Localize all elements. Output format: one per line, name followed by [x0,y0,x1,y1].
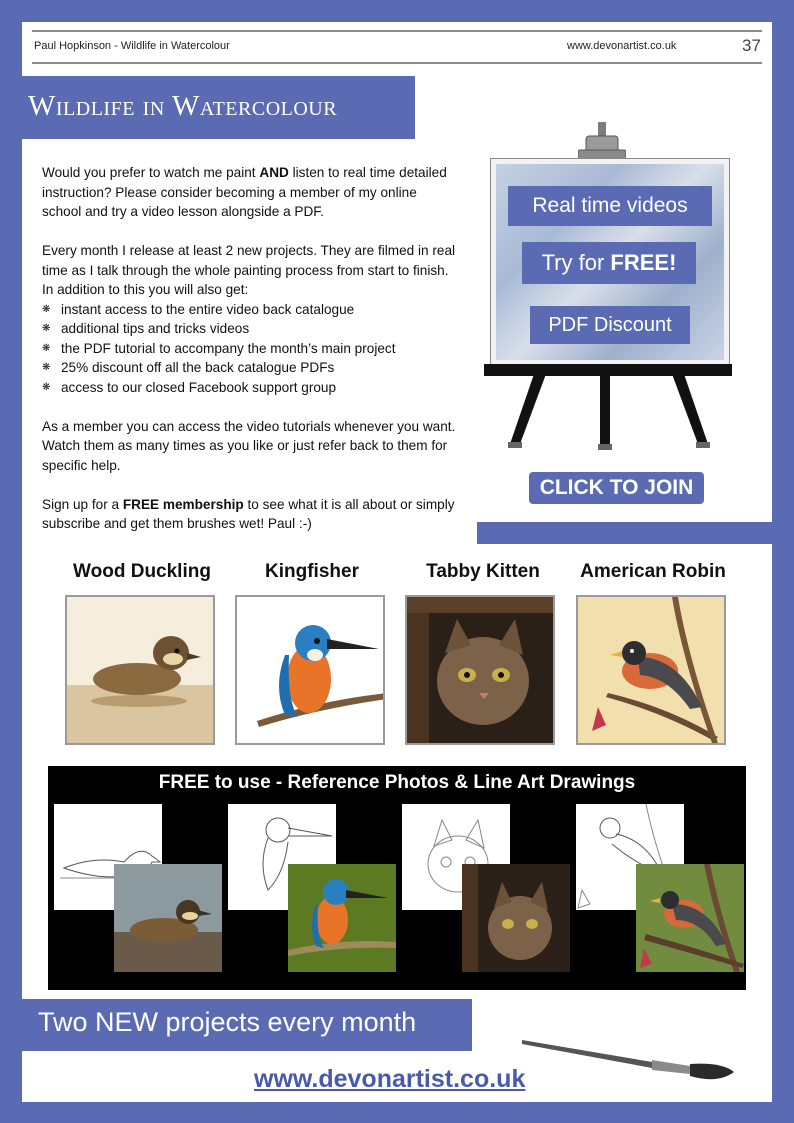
list-item: ❋ additional tips and tricks videos [42,319,457,339]
header-author-title: Paul Hopkinson - Wildlife in Watercolour [34,40,230,52]
project-label-wood-duckling: Wood Duckling [73,561,211,582]
bullet-icon: ❋ [42,342,51,354]
footer-tagline: Two NEW projects every month [38,1007,417,1037]
real-time-videos-button[interactable]: Real time videos [508,186,712,226]
paintbrush-icon [522,1032,736,1088]
list-item: ❋ instant access to the entire video back catalogue [42,300,457,320]
duckling-image [67,597,213,743]
free-panel-title: FREE to use - Reference Photos & Line Art Drawings [158,772,636,793]
intro-paragraph-2: Every month I release at least 2 new projects. They are filmed in real time as I talk through the whole painting process from start to finish. In addition to this you will also get: [42,243,456,297]
kingfisher-painting[interactable] [235,595,385,745]
footer-url-link[interactable]: www.devonartist.co.uk [254,1065,526,1093]
intro-paragraph-3: As a member you can access the video tutorials whenever you want. Watch them as many times as you like or just refer back to them for specific help. [42,418,456,473]
project-label-kingfisher: Kingfisher [265,561,359,582]
header-url[interactable]: www.devonartist.co.uk [567,40,677,52]
tabby-kitten-painting[interactable] [405,595,555,745]
list-item: ❋ access to our closed Facebook support group [42,378,457,398]
benefits-list [42,300,457,398]
robin-image [578,597,724,743]
free-reference-panel [48,766,746,990]
page [22,22,772,1102]
american-robin-painting[interactable] [576,595,726,745]
project-label-tabby-kitten: Tabby Kitten [426,561,540,582]
intro-paragraph-1: Would you prefer to watch me paint AND listen to real time detailed instruction? Please consider becoming a member of my online school and try a video lesson alongside a PDF. [42,165,447,219]
header-rule-bottom [32,62,762,64]
kingfisher-image [237,597,383,743]
bullet-icon: ❋ [42,323,51,334]
bullet-icon: ❋ [42,362,51,373]
project-label-american-robin: American Robin [580,561,726,582]
page-number: 37 [742,36,761,55]
kitten-image [407,597,553,743]
list-item: ❋ the PDF tutorial to accompany the month’s main project [42,339,457,359]
duckling-photo-image [114,864,222,972]
intro-paragraph-4: Sign up for a FREE membership to see what it is all about or simply subscribe and get them brushes wet! Paul :-) [42,496,455,531]
easel-legs-icon [504,374,714,452]
intro-text [42,163,457,553]
click-to-join-button[interactable]: CLICK TO JOIN [529,472,704,504]
accent-band [477,522,772,544]
duckling-reference-photo[interactable] [114,864,222,972]
kitten-reference-photo[interactable] [462,864,570,972]
header-rule-top [32,30,762,32]
bullet-icon: ❋ [42,303,51,315]
robin-reference-photo[interactable] [636,864,744,972]
robin-photo-image [636,864,744,972]
bullet-icon: ❋ [42,381,51,393]
easel-graphic [484,122,740,452]
list-item: ❋ 25% discount off all the back catalogue PDFs [42,358,457,378]
kingfisher-reference-photo[interactable] [288,864,396,972]
kitten-photo-image [462,864,570,972]
pdf-discount-button[interactable]: PDF Discount [530,306,690,344]
page-title: Wildlife in Watercolour [28,90,338,122]
wood-duckling-painting[interactable] [65,595,215,745]
easel-canvas [496,164,724,360]
kingfisher-photo-image [288,864,396,972]
try-free-button[interactable]: Try for FREE! [522,242,696,284]
